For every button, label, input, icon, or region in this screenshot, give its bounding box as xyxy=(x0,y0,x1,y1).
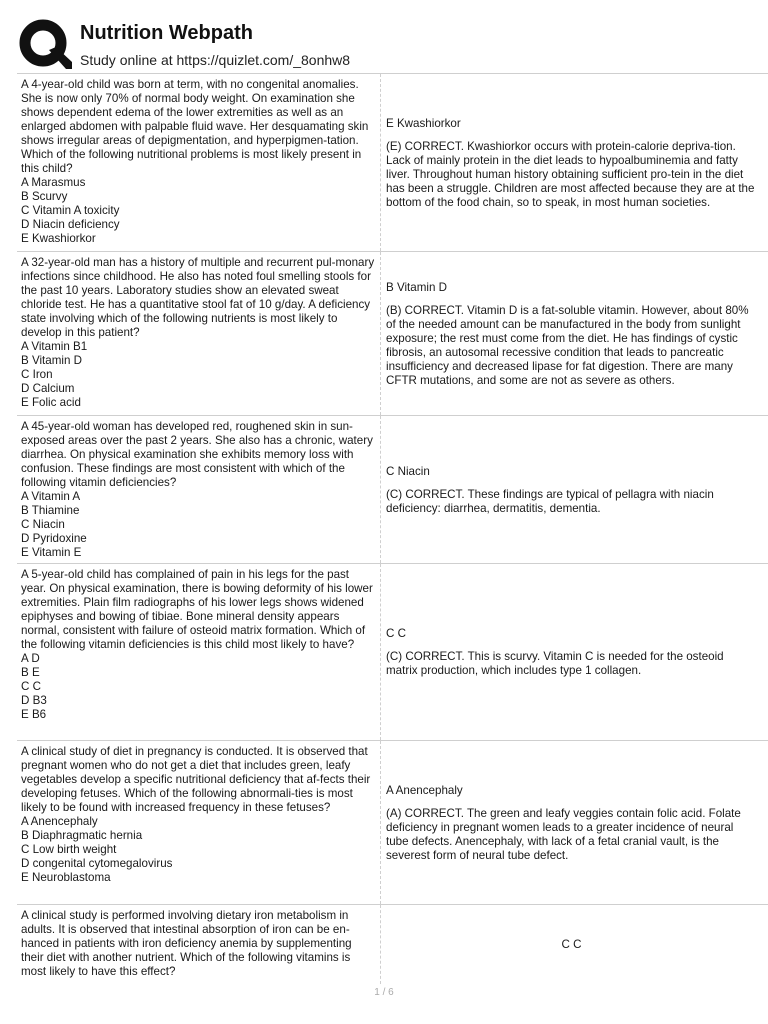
answer-option: D Niacin deficiency xyxy=(21,218,120,231)
flashcard-row xyxy=(17,904,768,984)
answer-option: C Vitamin A toxicity xyxy=(21,204,120,217)
definition-cell xyxy=(381,741,761,904)
flashcard-row xyxy=(17,563,768,740)
answer-option: B E xyxy=(21,666,40,679)
quizlet-q-logo[interactable] xyxy=(18,17,72,71)
flashcard-list xyxy=(17,73,768,984)
correct-answer: B Vitamin D xyxy=(386,280,447,294)
answer-option: D congenital cytomegalovirus xyxy=(21,857,173,870)
term-cell xyxy=(17,74,381,251)
study-link-text[interactable]: Study online at https://quizlet.com/_8onhw8 xyxy=(80,52,351,68)
page-title: Nutrition Webpath xyxy=(80,22,253,44)
question-text: A 32-year-old man has a history of multiple and recurrent pul-monary infections since childhood. He also has noted foul smelling stools for the past 10 years. Laboratory studies show an elevated sweat chloride test. He has a quantitative stool fat of 10 g/day. A deficiency state involving which of the following nutrients is most likely to develop in this patient? xyxy=(21,256,375,339)
answer-option: B Vitamin D xyxy=(21,354,82,367)
answer-option: C Low birth weight xyxy=(21,843,117,856)
answer-option: E Neuroblastoma xyxy=(21,871,111,884)
answer-option: D Pyridoxine xyxy=(21,532,87,545)
question-text: A 4-year-old child was born at term, with no congenital anomalies. She is now only 70% of normal body weight. On examination she shows dependent edema of the lower extremities as well as an enlarged abdomen with palpable fluid wave. Her desquamating skin shows irregular areas of depigmentation, and hyperpigmen-tation. Which of the following nutritional problems is most likely present in this child? xyxy=(21,78,369,175)
answer-option: D B3 xyxy=(21,694,47,707)
explanation-text: (E) CORRECT. Kwashiorkor occurs with protein-calorie depriva-tion. Lack of mainly protein in the diet leads to hypoalbuminemia and fatty liver. Throughout human history obtaining sufficient pro-tein in the diet has been a struggle. Children are most affected because they are at the bottom of the food chain, so to speak, in most human societies. xyxy=(386,139,755,209)
answer-option: C Niacin xyxy=(21,518,65,531)
answer-option: A Anencephaly xyxy=(21,815,98,828)
answer-option: A Vitamin B1 xyxy=(21,340,88,353)
explanation-text: (A) CORRECT. The green and leafy veggies contain folic acid. Folate deficiency in pregnant women leads to a greater incidence of neural tube defects. Anencephaly, with lack of a fetal cranial vault, is the severest form of neural tube defect. xyxy=(386,806,741,862)
question-text: A clinical study of diet in pregnancy is conducted. It is observed that pregnant women who do not get a diet that includes green, leafy vegetables develop a specific nutritional deficiency that af-fects their developing fetuses. Which of the following abnormali-ties is most likely to be found with increased frequency in these fetuses? xyxy=(21,745,371,814)
explanation-text: (B) CORRECT. Vitamin D is a fat-soluble vitamin. However, about 80% of the needed amount can be manufactured in the body from sunlight exposure; the rest must come from the diet. He has findings of cystic fibrosis, an autosomal recessive condition that leads to pancreatic insufficiency and decreased lipase for fat digestion. There are many CFTR mutations, and some are not as severe as others. xyxy=(386,303,749,387)
definition-cell xyxy=(381,905,761,984)
answer-option: E Vitamin E xyxy=(21,546,82,559)
explanation-text: (C) CORRECT. This is scurvy. Vitamin C is needed for the osteoid matrix production, which includes type 1 collagen. xyxy=(386,650,724,677)
term-cell xyxy=(17,416,381,563)
correct-answer: C Niacin xyxy=(386,464,430,478)
correct-answer: E Kwashiorkor xyxy=(386,116,461,130)
answer-option: B Diaphragmatic hernia xyxy=(21,829,143,842)
definition-cell xyxy=(381,252,761,415)
answer-option: C C xyxy=(21,680,41,693)
answer-option: B Thiamine xyxy=(21,504,80,517)
page-indicator: 1 / 6 xyxy=(374,987,394,998)
term-cell xyxy=(17,905,381,984)
answer-option: A D xyxy=(21,652,40,665)
answer-option: E B6 xyxy=(21,708,47,721)
answer-option: A Marasmus xyxy=(21,176,86,189)
answer-option: A Vitamin A xyxy=(21,490,81,503)
question-text: A 45-year-old woman has developed red, roughened skin in sun-exposed areas over the past 2 years. She also has a chronic, watery diarrhea. On physical examination she exhibits memory loss with confusion. These findings are most consistent with which of the following vitamin deficiencies? xyxy=(21,420,373,489)
flashcard-row xyxy=(17,73,768,251)
question-text: A clinical study is performed involving dietary iron metabolism in adults. It is observed that intestinal absorption of iron can be en-hanced in patients with iron deficiency anemia by supplementing their diet with another nutrient. Which of the following vitamins is most likely to have this effect? xyxy=(21,909,352,978)
answer-option: E Kwashiorkor xyxy=(21,232,96,245)
answer-option: B Scurvy xyxy=(21,190,68,203)
correct-answer: A Anencephaly xyxy=(386,783,463,797)
flashcard-row xyxy=(17,251,768,415)
answer-option: E Folic acid xyxy=(21,396,81,409)
correct-answer: C C xyxy=(386,627,406,640)
definition-cell xyxy=(381,74,761,251)
flashcard-row xyxy=(17,415,768,563)
definition-cell xyxy=(381,564,761,740)
answer-option: D Calcium xyxy=(21,382,75,395)
question-text: A 5-year-old child has complained of pain in his legs for the past year. On physical examination, there is bowing deformity of his lower extremities. Plain film radiographs of his lower legs shows widened epiphyses and bowing of tibiae. Bone mineral density appears normal, consistent with failure of osteoid matrix formation. Which of the following vitamin deficiencies is this child most likely to have? xyxy=(21,568,373,651)
term-cell xyxy=(17,564,381,740)
answer-option: C Iron xyxy=(21,368,53,381)
definition-cell xyxy=(381,416,761,563)
term-cell xyxy=(17,741,381,904)
correct-answer: C C xyxy=(561,938,582,951)
flashcard-row xyxy=(17,740,768,904)
term-cell xyxy=(17,252,381,415)
explanation-text: (C) CORRECT. These findings are typical of pellagra with niacin deficiency: diarrhea, dermatitis, dementia. xyxy=(386,487,714,515)
